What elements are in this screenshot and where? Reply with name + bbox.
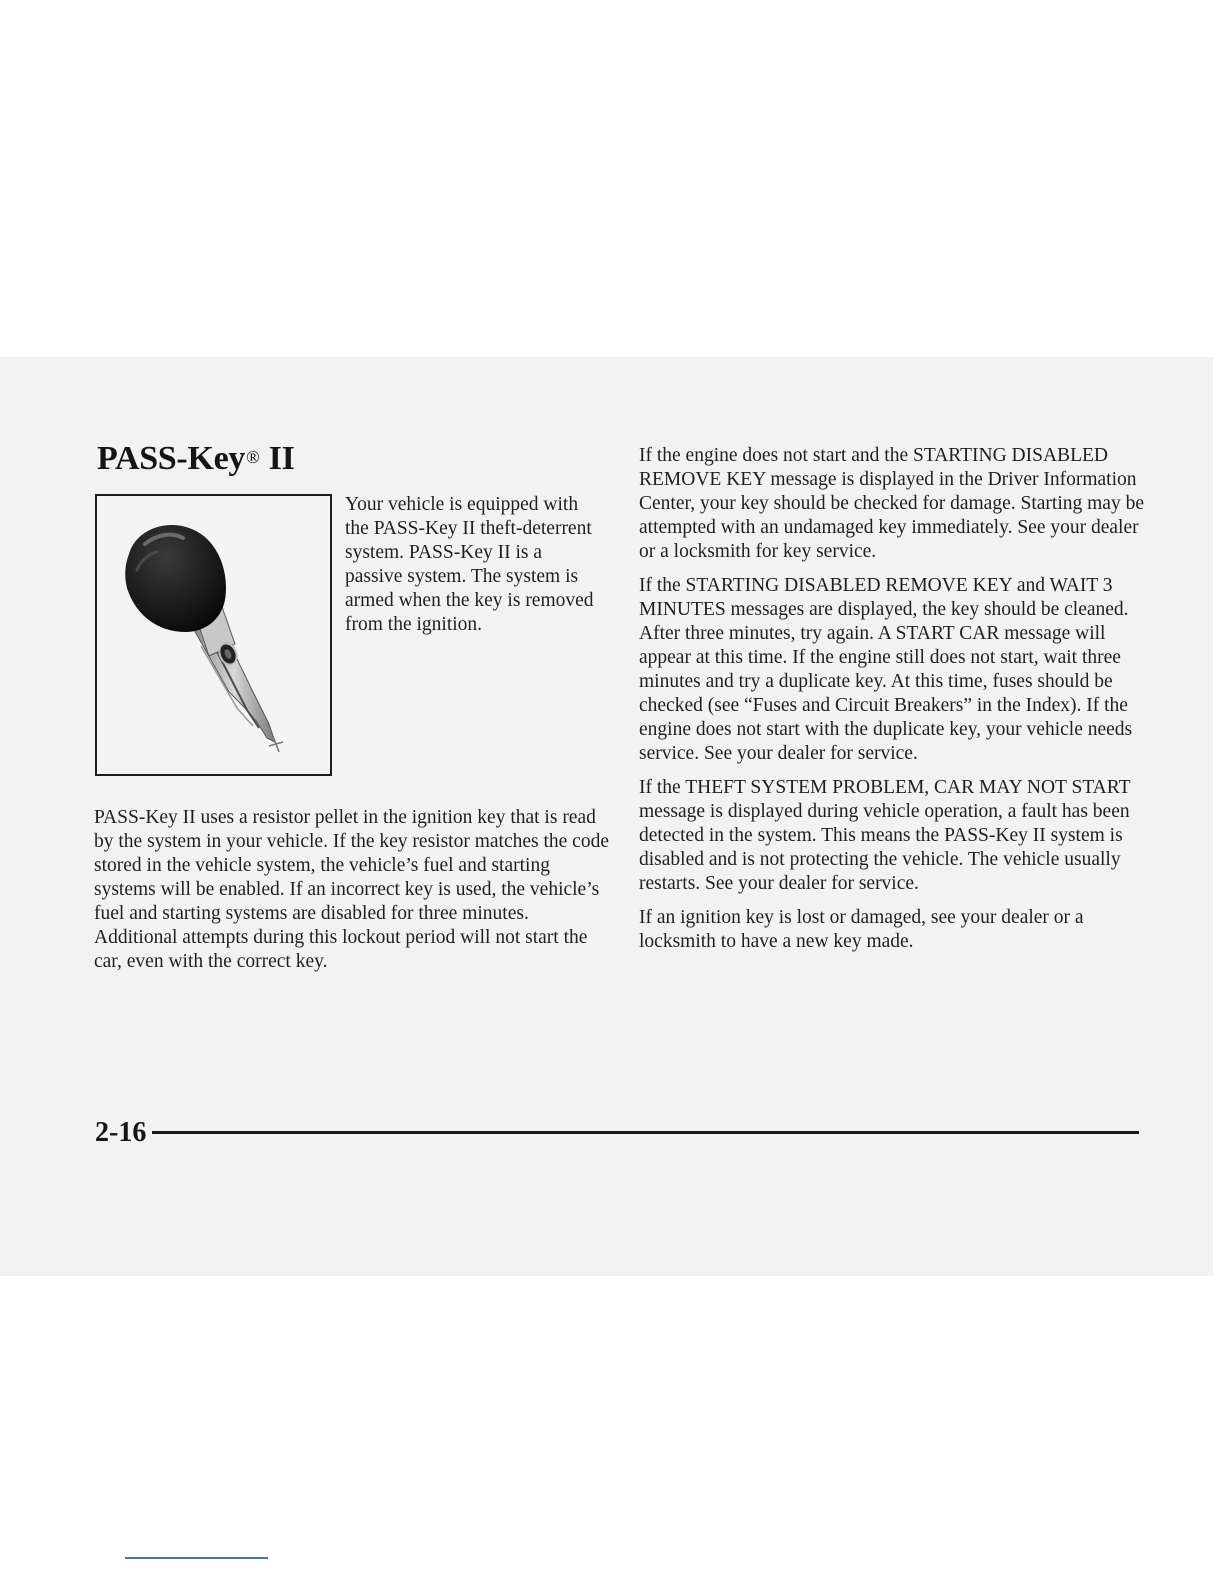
page-number: 2-16 [95,1117,147,1148]
wait-3-minutes-paragraph: If the STARTING DISABLED REMOVE KEY and WAIT 3 MINUTES messages are displayed, the key should be cleaned. After three minutes, try again. A START CAR message will appear at this time. If the engine still does not start, wait three minutes and try a duplicate key. At this time, fuses should be checked (see “Fuses and Circuit Breakers” in the Index). If the engine does not start with the duplicate key, your vehicle needs service. See your dealer for service. [639,575,1133,764]
right-column [639,444,1149,964]
key-illustration [95,494,332,776]
section-title-suffix: II [260,440,295,477]
lost-key-paragraph: If an ignition key is lost or damaged, see your dealer or a locksmith to have a new key made. [639,907,1084,952]
theft-system-problem-paragraph: If the THEFT SYSTEM PROBLEM, CAR MAY NOT START message is displayed during vehicle operation, a fault has been detected in the system. This means the PASS-Key II system is disabled and is not protecting the vehicle. The vehicle usually restarts. See your dealer for service. [639,777,1131,894]
section-title [97,438,295,480]
intro-paragraph: Your vehicle is equipped with the PASS-Key II theft-deterrent system. PASS-Key II is a passive system. The system is armed when the key is removed from the ignition. [345,494,594,635]
section-title-text: PASS-Key [97,440,246,477]
pass-key-icon [97,496,330,774]
registered-mark: ® [246,447,260,467]
starting-disabled-paragraph: If the engine does not start and the STARTING DISABLED REMOVE KEY message is displayed in the Driver Information Center, your key should be checked for damage. Starting may be attempted with an undamaged key immediately. See your dealer or a locksmith for key service. [639,445,1144,562]
bottom-link-stub [125,1557,268,1559]
resistor-pellet-paragraph: PASS-Key II uses a resistor pellet in the ignition key that is read by the system in your vehicle. If the key resistor matches the code stored in the vehicle system, the vehicle’s fuel and starting systems will be enabled. If an incorrect key is used, the vehicle’s fuel and starting systems are disabled for three minutes. Additional attempts during this lockout period will not start the car, even with the correct key. [94,807,609,972]
footer-rule [152,1131,1139,1134]
